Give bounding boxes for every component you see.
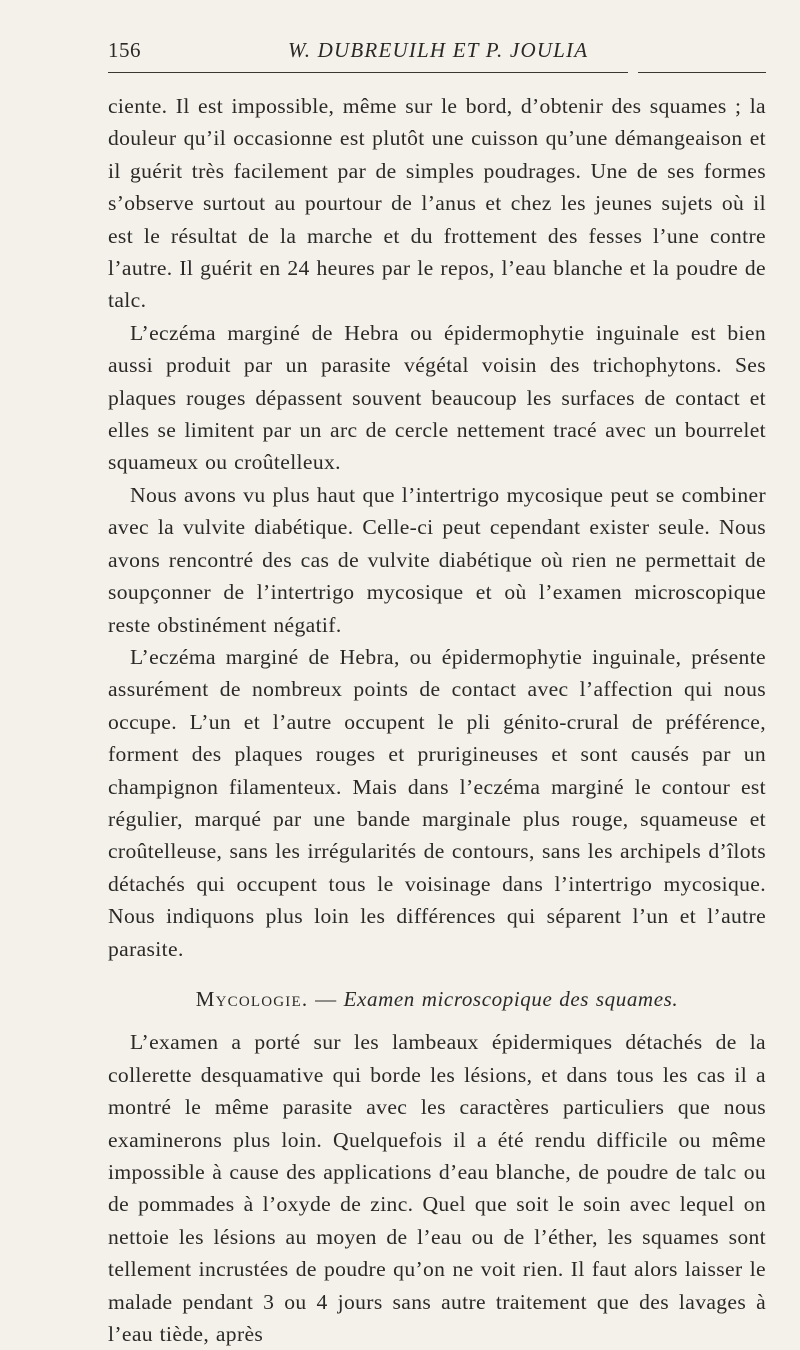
paragraph: L’eczéma marginé de Hebra ou épidermophytie inguinale est bien aussi produit par un parasite végétal voisin des trichophytons. Ses plaques rouges dépassent souvent beaucoup les surfaces de contact et elles se limitent par un arc de cercle nettement tracé avec un bourrelet squameux ou croûtelleux. bbox=[108, 320, 766, 475]
header-rule-end bbox=[638, 72, 766, 73]
body-text bbox=[108, 90, 766, 1350]
header-rule bbox=[108, 72, 628, 73]
section-label: Mycologie. bbox=[195, 986, 309, 1011]
paragraph: L’examen a porté sur les lambeaux épidermiques détachés de la collerette desquamative qui borde les lésions, et dans tous les cas il a montré le même parasite avec les caractères particuliers que nous examinerons plus loin. Quelquefois il a été rendu difficile ou même impossible à cause des applications d’eau blanche, de poudre de talc ou de pommades à l’oxyde de zinc. Quel que soit le soin avec lequel on nettoie les lésions au moyen de l’eau ou de l’éther, les squames sont tellement incrustées de poudre qu’on ne voit rien. Il faut alors laisser le malade pendant 3 ou 4 jours sans autre traitement que des lavages à l’eau tiède, après bbox=[108, 1030, 766, 1347]
section-title: Examen microscopique des squames. bbox=[343, 986, 679, 1011]
section-dash: — bbox=[308, 986, 344, 1011]
paragraph: Nous avons vu plus haut que l’intertrigo mycosique peut se combiner avec la vulvite diabétique. Celle-ci peut cependant exister seule. Nous avons rencontré des cas de vulvite diabétique où rien ne permettait de soupçonner de l’intertrigo mycosique et où l’examen microscopique reste obstinément négatif. bbox=[108, 482, 766, 637]
page bbox=[108, 38, 766, 1347]
page-number: 156 bbox=[108, 38, 141, 62]
paragraph: ciente. Il est impossible, même sur le bord, d’obtenir des squames ; la douleur qu’il occasionne est plutôt une cuisson qu’une démangeaison et il guérit très facilement par de simples poudrages. Une de ses formes s’observe surtout au pourtour de l’anus et chez les jeunes sujets où il est le résultat de la marche et du frottement des fesses l’une contre l’autre. Il guérit en 24 heures par le repos, l’eau blanche et la poudre de talc. bbox=[108, 94, 766, 313]
running-head: W. DUBREUILH ET P. JOULIA bbox=[288, 38, 589, 62]
page-header bbox=[108, 38, 766, 68]
section-heading bbox=[108, 983, 766, 1015]
paragraph: L’eczéma marginé de Hebra, ou épidermophytie inguinale, présente assurément de nombreux points de contact avec l’affection qui nous occupe. L’un et l’autre occupent le pli génito-crural de préférence, forment des plaques rouges et prurigineuses et sont causés par un champignon filamenteux. Mais dans l’eczéma marginé le contour est régulier, marqué par une bande marginale plus rouge, squameuse et croûtelleuse, sans les irrégularités de contours, sans les archipels d’îlots détachés qui occupent tous le voisinage dans l’intertrigo mycosique. Nous indiquons plus loin les différences qui séparent l’un et l’autre parasite. bbox=[108, 644, 766, 961]
